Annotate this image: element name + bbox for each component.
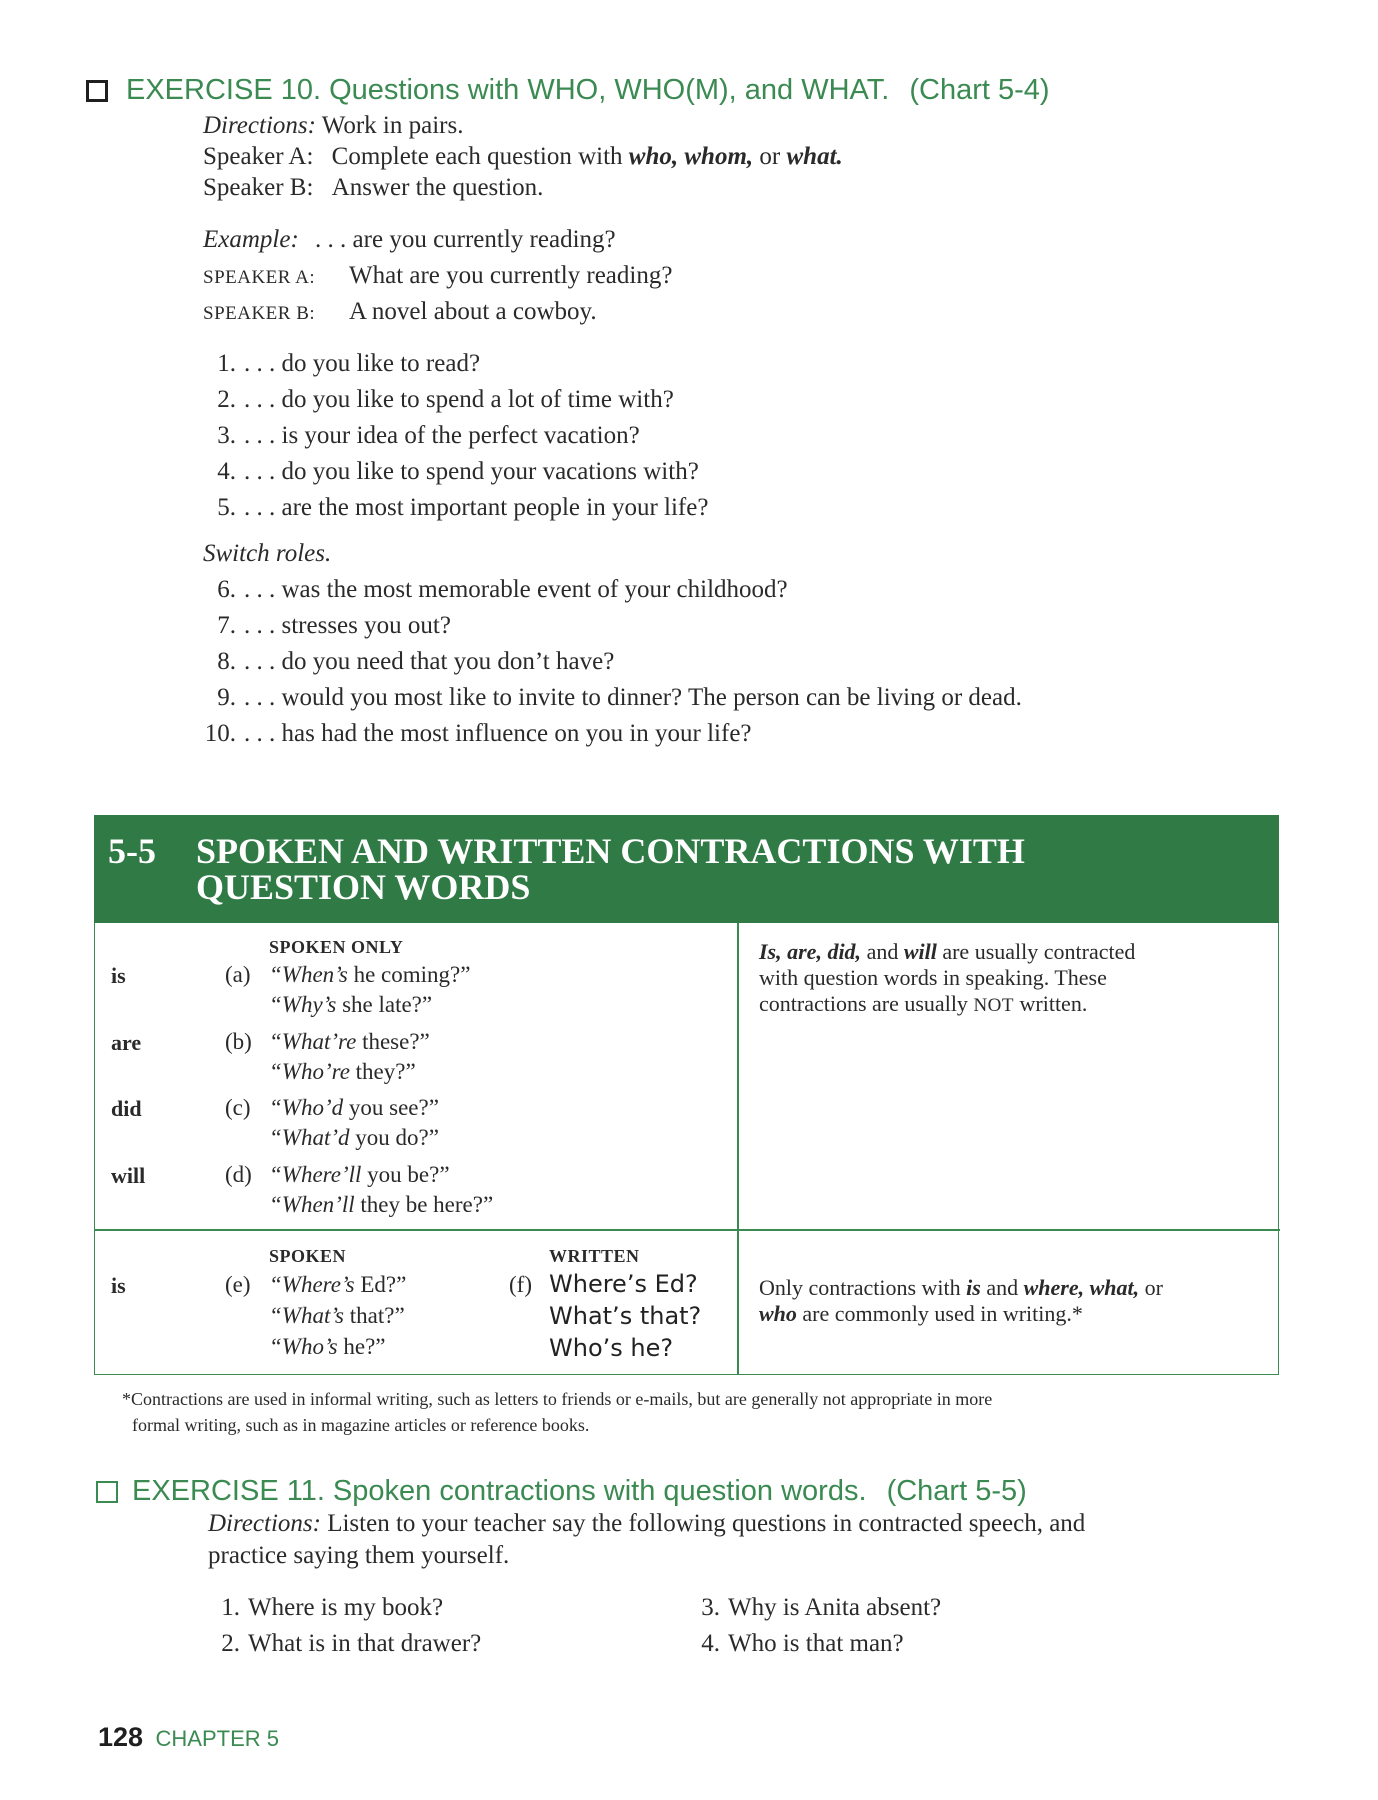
switch-roles: Switch roles.: [203, 540, 332, 567]
written-letter: (f): [509, 1272, 532, 1297]
footnote-line2: formal writing, such as in magazine articles or reference books.: [132, 1415, 590, 1435]
example-line: “Why’s she late?”: [269, 992, 433, 1017]
example-line: “When’s he coming?”: [269, 962, 471, 987]
speaker-a-text: Complete each question with: [331, 143, 623, 170]
example-speaker-b-text: A novel about a cowboy.: [349, 298, 597, 325]
spoken-header: SPOKEN: [269, 1246, 347, 1266]
list-item: 3. . . . is your idea of the perfect vacation?: [217, 422, 640, 449]
list-item: 10. . . . has had the most influence on you in your life?: [204, 720, 752, 747]
handwritten-example: What’s that?: [549, 1302, 702, 1330]
example-letter: (a): [225, 962, 251, 987]
list-item: 8. . . . do you need that you don’t have?: [217, 648, 615, 675]
spoken-only-header: SPOKEN ONLY: [269, 937, 404, 957]
example-text: . . . are you currently reading?: [315, 226, 616, 253]
example-line: “What’re these?”: [269, 1029, 430, 1054]
example-line: “Who’s he?”: [269, 1334, 386, 1359]
example-line: “Where’ll you be?”: [269, 1162, 450, 1187]
directions-label: Directions:: [208, 1510, 321, 1537]
verb-label: is: [111, 1273, 126, 1298]
list-item: 7. . . . stresses you out?: [217, 612, 451, 639]
chart-note-2: Only contractions with is and where, what, or who are commonly used in writing.*: [759, 1275, 1163, 1326]
chapter-label: CHAPTER 5: [155, 1726, 279, 1751]
exercise11-title: EXERCISE 11. Spoken contractions with question words.: [132, 1475, 867, 1507]
chart-note-1: Is, are, did, and will are usually contracted with question words in speaking. These contractions are usually NOT written.: [759, 939, 1136, 1016]
example-speaker-a-label: SPEAKER A:: [203, 267, 316, 288]
written-header: WRITTEN: [549, 1246, 640, 1266]
handwritten-example: Who’s he?: [549, 1334, 674, 1362]
footnote-line1: *Contractions are used in informal writing, such as letters to friends or e-mails, but are generally not appropriate in more: [122, 1389, 993, 1409]
speaker-a-instruction: [203, 143, 843, 171]
exercise11-directions: [208, 1510, 1085, 1538]
example-line: “Where’s Ed?”: [269, 1272, 407, 1297]
exercise10-title: EXERCISE 10. Questions with WHO, WHO(M), and WHAT.: [126, 74, 890, 106]
list-item: 1. . . . do you like to read?: [217, 350, 481, 377]
verb-label: will: [111, 1163, 146, 1188]
exercise11-heading: [132, 1475, 1027, 1508]
exercise11-checkbox[interactable]: [96, 1481, 118, 1508]
example-letter: (c): [225, 1095, 251, 1120]
speaker-a-or: or: [759, 143, 781, 170]
row-divider: [95, 1229, 1280, 1231]
example-line: “What’d you do?”: [269, 1125, 439, 1150]
chart-title-line2: QUESTION WORDS: [196, 867, 531, 907]
exercise11-directions-line2: practice saying them yourself.: [208, 1542, 510, 1569]
list-item: 3. Why is Anita absent?: [701, 1594, 942, 1621]
speaker-a-what: what.: [786, 143, 843, 170]
example-speaker-a: [203, 262, 672, 290]
speaker-a-words: who, whom,: [628, 143, 754, 170]
list-item: 2. . . . do you like to spend a lot of time with?: [217, 386, 674, 413]
example-speaker-b-label: SPEAKER B:: [203, 303, 316, 324]
verb-label: is: [111, 963, 126, 988]
example-line: “What’s that?”: [269, 1303, 405, 1328]
page-footer: [98, 1722, 279, 1753]
chart-title-line1: SPOKEN AND WRITTEN CONTRACTIONS WITH: [196, 831, 1025, 871]
speaker-b-text: Answer the question.: [331, 174, 544, 201]
list-item: 2. What is in that drawer?: [221, 1630, 482, 1657]
speaker-b-instruction: [203, 174, 543, 202]
handwritten-example: Where’s Ed?: [549, 1270, 698, 1298]
example-speaker-b: [203, 298, 597, 326]
list-item: 5. . . . are the most important people in your life?: [217, 494, 709, 521]
example-speaker-a-text: What are you currently reading?: [349, 262, 673, 289]
example-line: “Who’re they?”: [269, 1059, 416, 1084]
example-line: “When’ll they be here?”: [269, 1192, 494, 1217]
directions-text: Listen to your teacher say the following questions in contracted speech, and: [327, 1510, 1086, 1537]
directions-text: Work in pairs.: [321, 112, 464, 139]
example-label: Example:: [203, 226, 299, 253]
list-item: 6. . . . was the most memorable event of your childhood?: [217, 576, 788, 603]
exercise10-heading: [126, 74, 1050, 107]
column-divider: [737, 923, 739, 1375]
exercise10-checkbox[interactable]: [86, 80, 108, 107]
exercise11-chart-ref: (Chart 5-5): [886, 1475, 1027, 1507]
example-letter: (b): [225, 1029, 252, 1054]
verb-label: are: [111, 1030, 142, 1055]
speaker-b-label: Speaker B:: [203, 174, 314, 201]
example-letter: (d): [225, 1162, 252, 1187]
verb-label: did: [111, 1096, 142, 1121]
example-letter: (e): [225, 1272, 251, 1297]
chart-header: [94, 815, 1279, 923]
exercise10-chart-ref: (Chart 5-4): [909, 74, 1050, 106]
exercise10-directions: [203, 112, 463, 140]
list-item: 4. . . . do you like to spend your vacations with?: [217, 458, 699, 485]
example: [203, 226, 616, 254]
speaker-a-label: Speaker A:: [203, 143, 314, 170]
page-number: 128: [98, 1722, 144, 1752]
list-item: 1. Where is my book?: [221, 1594, 444, 1621]
chart-body: [94, 923, 1279, 1375]
directions-label: Directions:: [203, 112, 316, 139]
list-item: 4. Who is that man?: [701, 1630, 904, 1657]
chart-number: 5-5: [108, 831, 156, 871]
list-item: 9. . . . would you most like to invite to dinner? The person can be living or dead.: [217, 684, 1022, 711]
example-line: “Who’d you see?”: [269, 1095, 439, 1120]
